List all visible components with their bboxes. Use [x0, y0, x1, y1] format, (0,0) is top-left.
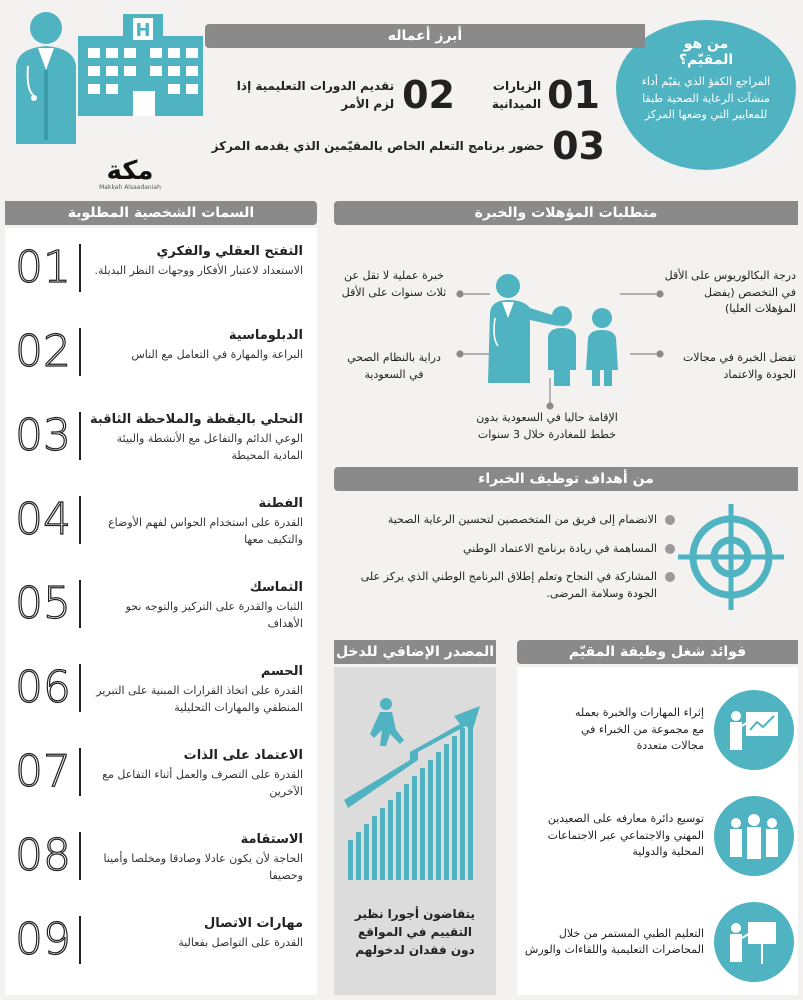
svg-text:H: H — [135, 20, 151, 41]
works-item-03 — [185, 126, 605, 166]
logo — [90, 158, 170, 194]
works-text: الزيارات الميدانية — [491, 79, 542, 111]
doctor-icon — [8, 6, 208, 146]
presentation-icon — [714, 690, 794, 770]
trait-title: الدبلوماسية — [228, 328, 303, 343]
trait-title: مهارات الاتصال — [203, 916, 303, 931]
trait-num: 07 — [15, 746, 71, 797]
qual-item-system: دراية بالنظام الصحي في السعودية — [347, 351, 441, 381]
goal-item — [345, 569, 675, 602]
works-item-01 — [490, 70, 600, 120]
income-header: المصدر الإضافي للدخل — [334, 640, 496, 664]
trait-desc: القدرة على التواصل بفعالية — [178, 936, 303, 949]
trait-num: 05 — [15, 578, 71, 629]
doctor-hospital-illustration — [8, 6, 208, 146]
qual-item-experience: خبرة عملية لا تقل عن ثلاث سنوات على الأقل — [341, 269, 447, 299]
goal-item — [345, 512, 675, 529]
trait-title: التماسك — [249, 580, 303, 595]
trait-item — [5, 574, 317, 658]
trait-num: 08 — [15, 830, 71, 881]
works-text: حضور برنامج التعلم الخاص بالمقيّمين الذي يقدمه المركز — [211, 139, 545, 153]
works-num: 02 — [402, 73, 455, 117]
trait-desc: البراعة والمهارة في التعامل مع الناس — [131, 348, 303, 361]
trait-num: 09 — [15, 914, 71, 965]
growth-chart-illustration — [340, 690, 490, 880]
target-icon — [676, 502, 786, 612]
goal-text: المشاركة في النجاح وتعلم إطلاق البرنامج الوطني الذي يركز على الجودة وسلامة المرضى. — [360, 570, 657, 600]
intro-title-line1: من هو — [683, 36, 729, 52]
logo-sub: Makkah Alsaadaniah — [99, 184, 161, 191]
benefit-item-1 — [522, 680, 794, 780]
qual-item-residence: الإقامة حاليا في السعودية بدون خطط للمغادرة خلال 3 سنوات — [476, 411, 618, 441]
group-icon — [714, 796, 794, 876]
works-header: أبرز أعماله — [205, 24, 645, 48]
bullet-icon — [665, 572, 675, 582]
bullet-icon — [665, 544, 675, 554]
traits-list — [5, 238, 317, 994]
trait-desc: القدرة على التصرف والعمل أثناء التفاعل مع الآخرين — [102, 768, 303, 798]
trait-item — [5, 826, 317, 910]
trait-title: الحسم — [260, 664, 303, 679]
trait-desc: الحاجة لأن يكون عادلا وصادقا ومخلصا وأمينا وحصيفا — [103, 852, 303, 882]
trait-num: 02 — [15, 326, 71, 377]
trait-item — [5, 658, 317, 742]
growth-icon — [340, 690, 490, 880]
benefit-text: توسيع دائرة معارفه على الصعيدين المهني والاجتماعي عبر الاجتماعات المحلية والدولية — [547, 812, 704, 859]
intro-text: المراجع الكفؤ الذي يقيّم أداء منشآت الرعاية الصحية طبقا للمعايير التي وضعها المركز — [641, 75, 771, 121]
works-num: 03 — [552, 124, 605, 168]
bullet-icon — [665, 515, 675, 525]
qual-item-quality: تفضل الخبرة في مجالات الجودة والاعتماد — [682, 351, 796, 381]
trait-desc: القدرة على استخدام الحواس لفهم الأوضاع والتكيف معها — [108, 516, 303, 546]
family-icon — [340, 258, 800, 418]
works-item-02 — [225, 70, 455, 120]
trait-title: التفتح العقلي والفكري — [156, 244, 303, 259]
qualifications-header: متطلبات المؤهلات والخبرة — [334, 201, 798, 225]
trait-num: 04 — [15, 494, 71, 545]
trait-desc: الوعي الدائم والتفاعل مع الأنشطة والبيئة المادية المحيطة — [116, 432, 303, 462]
goal-text: المساهمة في ريادة برنامج الاعتماد الوطني — [463, 541, 657, 555]
trait-num: 01 — [15, 242, 71, 293]
benefit-text: التعليم الطبي المستمر من خلال المحاضرات التعليمية واللقاءات والورش — [524, 926, 704, 956]
trait-desc: الاستعداد لاعتبار الأفكار ووجهات النظر البديلة. — [94, 264, 303, 277]
trait-title: التحلي باليقظة والملاحظة الثاقبة — [89, 412, 303, 427]
benefit-item-3 — [522, 892, 794, 992]
intro-title-line2: المقيّم؟ — [678, 52, 734, 68]
qual-item-bachelor: درجة البكالوريوس على الأقل في التخصص (يفضل المؤهلات العليا) — [664, 269, 796, 315]
works-text: تقديم الدورات التعليمية إذا لزم الأمر — [236, 79, 395, 111]
trait-desc: الثبات والقدرة على التركيز والتوجه نحو الأهداف — [125, 600, 303, 630]
family-illustration — [340, 258, 800, 418]
trait-num: 03 — [15, 410, 71, 461]
trait-item — [5, 322, 317, 406]
trait-title: الاستقامة — [240, 832, 303, 847]
goal-text: الانضمام إلى فريق من المتخصصين لتحسين الرعاية الصحية — [387, 513, 657, 526]
lecture-icon — [714, 902, 794, 982]
logo-text: مكة — [106, 156, 154, 186]
trait-title: الفطنة — [258, 496, 303, 511]
trait-item — [5, 742, 317, 826]
trait-num: 06 — [15, 662, 71, 713]
goal-item — [345, 541, 675, 558]
trait-item — [5, 910, 317, 994]
works-num: 01 — [547, 73, 600, 117]
benefits-header: فوائد شغل وظيفة المقيّم — [517, 640, 798, 664]
goals-header: من أهداف توظيف الخبراء — [334, 467, 798, 491]
goals-list — [345, 512, 675, 602]
trait-item — [5, 406, 317, 490]
benefit-item-2 — [522, 786, 794, 886]
trait-desc: القدرة على اتخاذ القرارات المبنية على التبرير المنطقي والمهارات التحليلية — [96, 684, 303, 714]
benefit-text: إثراء المهارات والخبرة بعمله مع مجموعة من الخبراء في مجالات متعددة — [574, 706, 704, 753]
trait-item — [5, 238, 317, 322]
traits-header: السمات الشخصية المطلوبة — [5, 201, 317, 225]
trait-item — [5, 490, 317, 574]
trait-title: الاعتماد على الذات — [183, 748, 303, 763]
income-text: يتقاضون أجورا نظير التقييم في المواقع دون فقدان لدخولهم — [354, 907, 476, 957]
